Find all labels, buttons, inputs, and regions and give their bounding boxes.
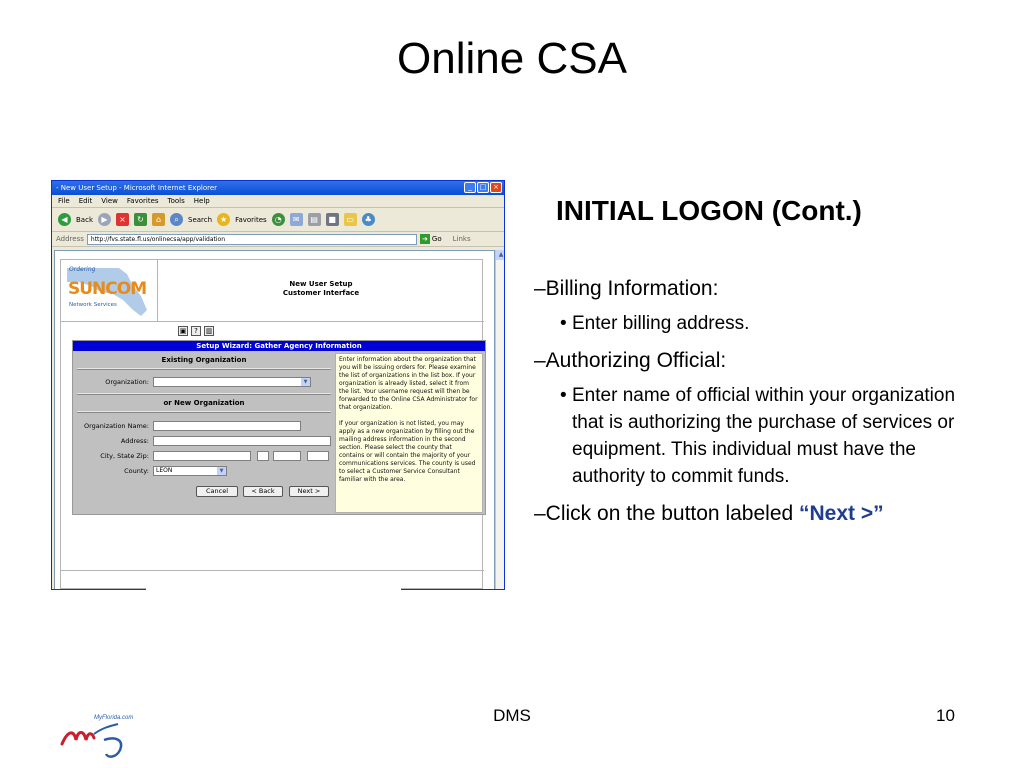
divider (61, 570, 484, 571)
go-button[interactable] (420, 234, 442, 244)
links-label[interactable]: Links (452, 235, 471, 243)
address-bar (52, 232, 504, 247)
svg-text:MyFlorida.com: MyFlorida.com (94, 715, 134, 721)
forward-arrow-icon[interactable]: ▶ (98, 213, 111, 226)
content-frame (60, 259, 483, 589)
city-input[interactable] (153, 451, 251, 461)
messenger-icon[interactable]: ♣ (362, 213, 375, 226)
bullet-list (534, 275, 974, 535)
search-button[interactable]: Search (188, 215, 213, 224)
help-paragraph: If your organization is not listed, you may apply as a new organization by filling out the mailing address information in the second section. Please select the county that contains or will contain the majority of your communications services. The county is used to select a Customer Service Consultant familiar with the area. (339, 420, 476, 483)
menu-favorites[interactable]: Favorites (126, 197, 159, 205)
folder-icon[interactable]: ▭ (344, 213, 357, 226)
state-input[interactable] (257, 451, 269, 461)
authorizing-sub-bullet (560, 382, 974, 490)
bullet-dot: • (560, 385, 567, 406)
billing-bullet: –Billing Information: (534, 277, 719, 300)
county-select[interactable] (153, 466, 227, 476)
address-input[interactable] (153, 436, 331, 446)
org-name-input[interactable] (153, 421, 301, 431)
address-field-label: Address: (120, 437, 149, 445)
new-org-heading: or New Organization (163, 399, 245, 407)
billing-detail: Enter billing address. (572, 313, 750, 334)
history-icon[interactable]: ◔ (272, 213, 285, 226)
help-paragraph: Enter information about the organization that you will be issuing orders for. Please examine the list of organizations in the list box. If your organization is already listed, select it from the list. Your username request will then be forwarded to the Online CSA Administrator for that organization. (339, 356, 478, 411)
help-panel (335, 353, 483, 513)
search-icon[interactable]: ⌕ (170, 213, 183, 226)
menu-tools[interactable]: Tools (167, 197, 185, 205)
existing-org-heading: Existing Organization (161, 356, 247, 364)
divider (77, 411, 331, 413)
vertical-scrollbar[interactable] (495, 250, 505, 590)
menu-view[interactable]: View (101, 197, 118, 205)
page-header (158, 260, 484, 322)
help-icon[interactable]: ? (191, 326, 201, 336)
logo-main-text: SUNCOM (68, 279, 147, 299)
back-wizard-button[interactable]: < Back (243, 486, 283, 497)
next-button-reference: “Next >” (799, 502, 884, 525)
setup-wizard (72, 340, 486, 515)
back-button[interactable]: Back (76, 215, 93, 224)
wizard-form (75, 353, 333, 513)
footer-label: DMS (493, 706, 531, 725)
logo-top-text: Ordering (69, 266, 96, 273)
county-label: County: (124, 467, 149, 475)
edit-icon[interactable]: ■ (326, 213, 339, 226)
go-arrow-icon: ➔ (420, 234, 430, 244)
section-heading: INITIAL LOGON (Cont.) (556, 195, 862, 226)
organization-label: Organization: (105, 378, 149, 386)
mail-icon[interactable]: ✉ (290, 213, 303, 226)
bookmark-icon[interactable]: ▥ (205, 327, 213, 335)
browser-titlebar (52, 181, 504, 195)
cancel-button[interactable]: Cancel (196, 486, 238, 497)
zip-input[interactable] (273, 451, 301, 461)
header-subtitle: Customer Interface (282, 289, 360, 297)
url-input[interactable]: http://fvs.state.fl.us/onlinecsa/app/validation (87, 234, 417, 245)
wizard-title: Setup Wizard: Gather Agency Information (73, 341, 485, 351)
home-icon[interactable]: ⌂ (152, 213, 165, 226)
minimize-icon[interactable]: _ (464, 182, 476, 193)
chevron-down-icon: ▼ (301, 378, 310, 386)
print-page-icon[interactable]: ▣ (179, 327, 187, 335)
screenshot-crop (146, 572, 401, 592)
city-state-zip-label: City, State Zip: (100, 452, 149, 460)
divider (77, 368, 331, 370)
header-title: New User Setup (289, 280, 353, 288)
favorites-button[interactable]: Favorites (235, 215, 267, 224)
address-label: Address (56, 235, 84, 243)
scroll-up-icon[interactable]: ▲ (496, 250, 505, 260)
page-tools (178, 326, 214, 336)
menu-bar (52, 195, 504, 208)
browser-window (51, 180, 505, 590)
zip-ext-input[interactable] (307, 451, 329, 461)
refresh-icon[interactable]: ↻ (134, 213, 147, 226)
authorizing-detail: Enter name of official within your organization that is authorizing the purchase of services or equipment. This individual must have the authority to commit funds. (572, 385, 956, 487)
page-number: 10 (936, 706, 955, 725)
stop-icon[interactable]: × (116, 213, 129, 226)
click-prefix: –Click on the button labeled (534, 502, 800, 525)
back-arrow-icon[interactable]: ◀ (58, 213, 71, 226)
browser-toolbar (52, 208, 504, 232)
bullet-dot: • (560, 313, 567, 334)
window-title: - New User Setup - Microsoft Internet Explorer (56, 184, 218, 192)
maximize-icon[interactable]: □ (477, 182, 489, 193)
suncom-logo (61, 260, 158, 322)
divider (77, 393, 331, 395)
print-icon[interactable]: ▤ (308, 213, 321, 226)
org-name-label: Organization Name: (84, 422, 149, 430)
page-viewport (54, 250, 495, 590)
county-value: LEON (156, 467, 173, 474)
menu-edit[interactable]: Edit (78, 197, 93, 205)
organization-select[interactable] (153, 377, 311, 387)
billing-sub-bullet (560, 310, 974, 337)
menu-file[interactable]: File (58, 197, 70, 205)
next-button[interactable]: Next > (289, 486, 329, 497)
logo-sub-text: Network Services (69, 302, 117, 308)
chevron-down-icon: ▼ (217, 467, 226, 475)
go-label: Go (431, 235, 442, 243)
slide-title: Online CSA (397, 34, 627, 83)
favorites-star-icon[interactable]: ★ (217, 213, 230, 226)
menu-help[interactable]: Help (193, 197, 210, 205)
close-icon[interactable]: × (490, 182, 502, 193)
click-next-bullet (534, 500, 974, 527)
authorizing-bullet: –Authorizing Official: (534, 349, 727, 372)
